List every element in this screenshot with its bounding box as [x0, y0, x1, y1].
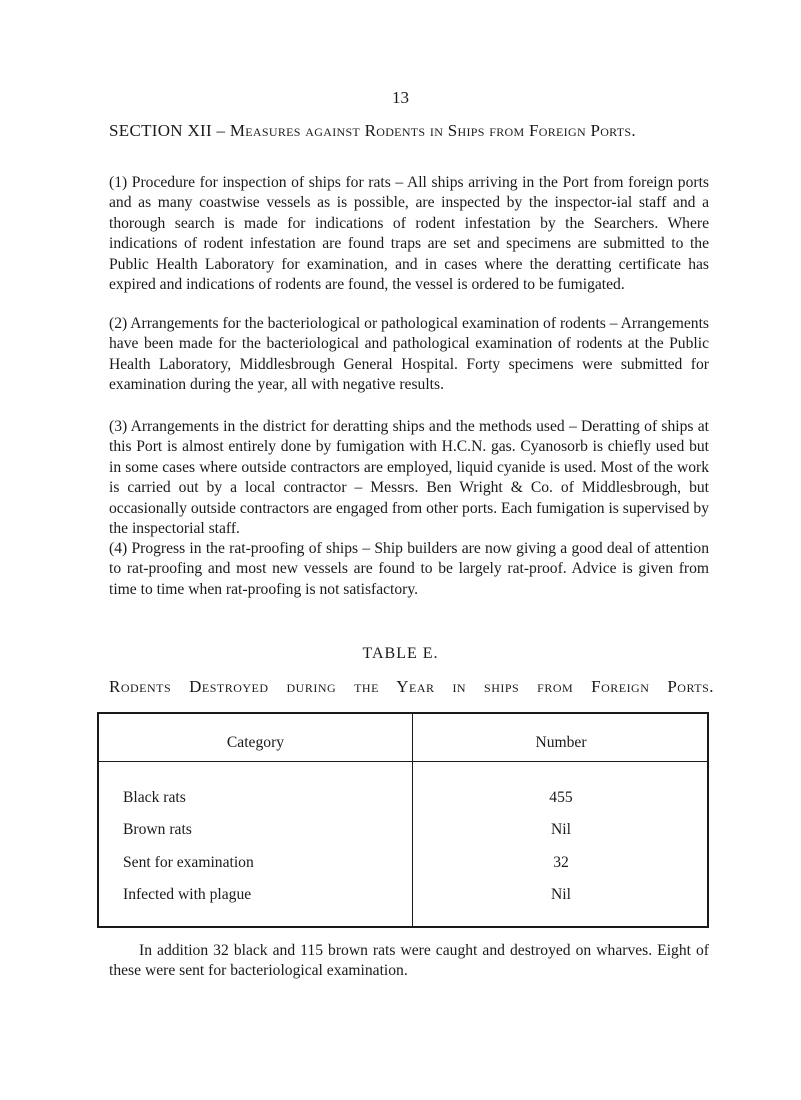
table-cell-category: Black rats	[123, 789, 186, 806]
table-row	[99, 789, 707, 813]
paragraph-examination-arrangements: (2) Arrangements for the bacteriological or pathological examination of rodents – Arrangements have been made for the bacteriological and pathological examination of rodents at the Public Health Laboratory, Middlesbrough General Hospital. Forty specimens were submitted for examination during the year, all with negative results.	[109, 315, 709, 394]
table-cell-category: Infected with plague	[123, 886, 252, 903]
paragraph-procedure: (1) Procedure for inspection of ships for rats – All ships arriving in the Port from foreign ports and as many coastwise vessels as is possible, are inspected by the inspector-ial staff and a thorough search is made for indications of rodent infestation by the Searchers. Where indications of rodent infestation are found traps are set and specimens are submitted to the Public Health Laboratory for examination, and in cases where the deratting certificate has expired and indications of rodents are found, the vessel is ordered to be fumigated.	[109, 174, 709, 294]
footer-paragraph: In addition 32 black and 115 brown rats were caught and destroyed on wharves. Eight of these were sent for bacteriological examination.	[109, 942, 709, 980]
table-row	[99, 854, 707, 878]
table-cell-category: Sent for examination	[123, 854, 254, 871]
section-heading	[109, 121, 709, 141]
table-header-rule	[99, 761, 707, 762]
paragraph-deratting: (3) Arrangements in the district for deratting ships and the methods used – Deratting of ships at this Port is almost entirely done by fumigation with H.C.N. gas. Cyanosorb is chiefly used but in some cases where outside contractors are employed, liquid cyanide is used. Most of the work is carried out by a local contractor – Messrs. Ben Wright & Co. of Middlesbrough, but occasionally outside contractors are engaged from other ports. Each fumigation is supervised by the inspectorial staff.	[109, 418, 709, 538]
table-row	[99, 821, 707, 845]
table-header-category: Category	[226, 734, 285, 751]
section-dash: –	[216, 121, 226, 140]
page-number: 13	[392, 88, 409, 107]
table-title: TABLE E.	[362, 645, 439, 662]
rodents-table	[97, 712, 709, 928]
paragraph-rat-proofing: (4) Progress in the rat-proofing of ships – Ship builders are now giving a good deal of attention to rat-proofing and most new vessels are found to be largely rat-proof. Advice is given from time to time when rat-proofing is not satisfactory.	[109, 540, 709, 598]
table-row	[99, 886, 707, 910]
section-number: XII	[187, 121, 212, 140]
table-cell-number: Nil	[551, 821, 571, 838]
section-title: Measures against Rodents in Ships from Foreign Ports.	[229, 121, 636, 140]
table-header-number: Number	[535, 734, 587, 751]
table-subtitle: Rodents Destroyed during the Year in ships from Foreign Ports.	[109, 677, 714, 696]
table-cell-number: Nil	[551, 886, 571, 903]
section-label: SECTION	[109, 121, 183, 140]
table-cell-number: 455	[549, 789, 573, 806]
table-cell-number: 32	[553, 854, 569, 871]
table-cell-category: Brown rats	[123, 821, 192, 838]
